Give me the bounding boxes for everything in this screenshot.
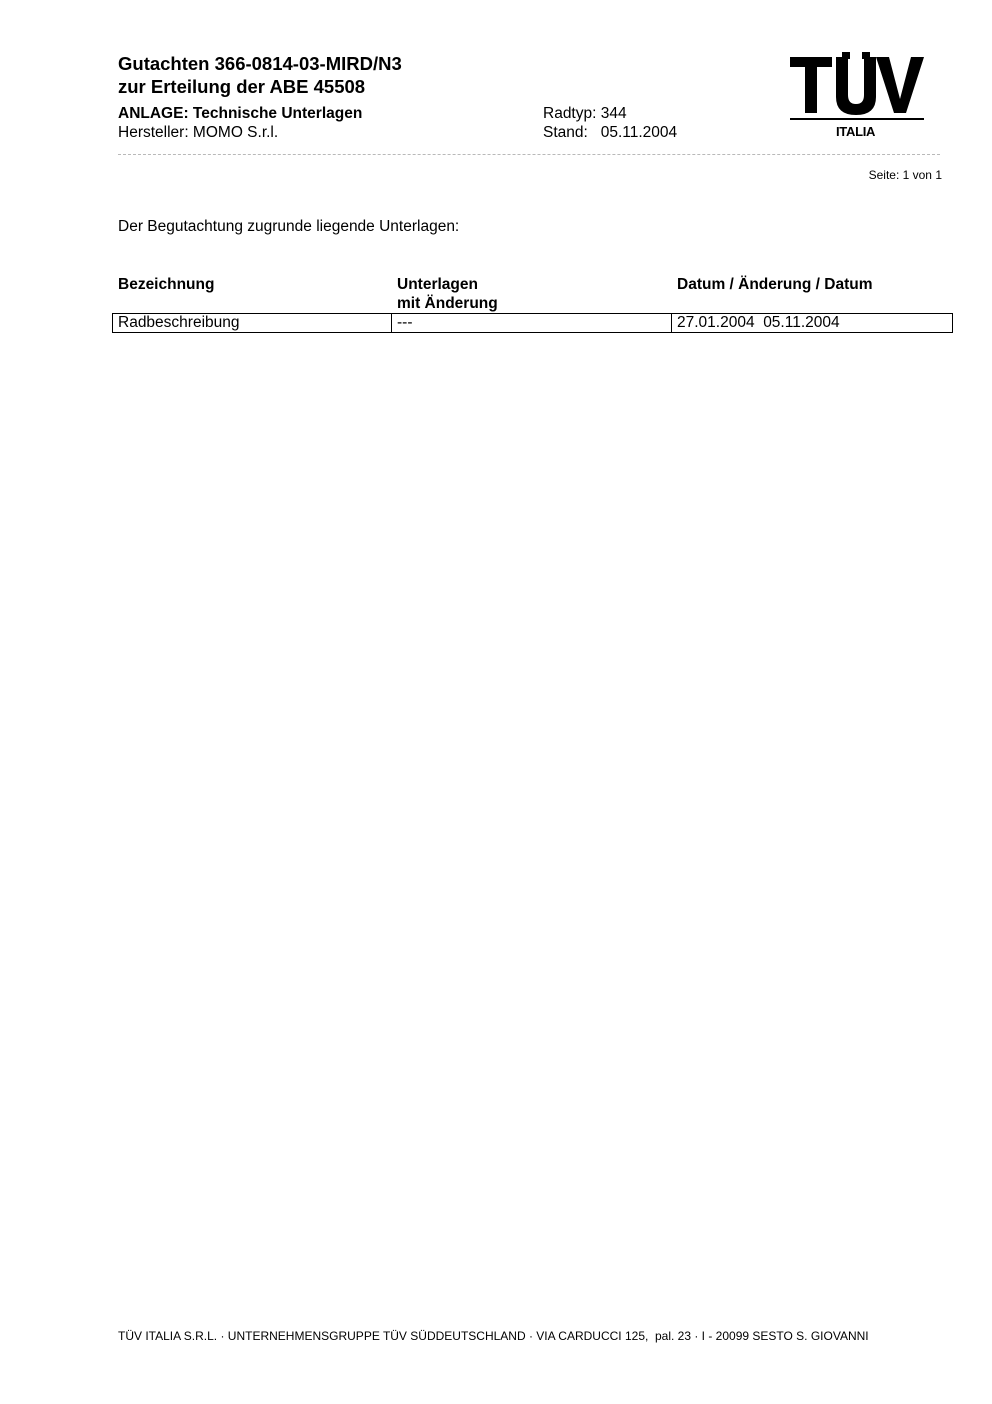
report-subtitle: zur Erteilung der ABE 45508 [118, 76, 366, 97]
hersteller-label: Hersteller: MOMO S.r.l. [118, 124, 279, 141]
header-line: mit Änderung [397, 295, 498, 312]
table-cell-unterlagen: --- [392, 314, 672, 333]
header-line: Unterlagen [397, 276, 478, 293]
header-separator [118, 154, 940, 155]
stand-label: Stand: 05.11.2004 [543, 124, 678, 141]
logo-italia-text: ITALIA [836, 124, 876, 139]
page-number: Seite: 1 von 1 [868, 168, 942, 182]
tuv-logo [788, 52, 926, 142]
table-cell-bezeichnung: Radbeschreibung [113, 314, 392, 333]
report-title: Gutachten 366-0814-03-MIRD/N3 [118, 53, 402, 74]
table-cell-datum: 27.01.2004 05.11.2004 [672, 314, 953, 333]
documents-table [112, 313, 953, 333]
table-header-unterlagen [397, 275, 498, 313]
footer-address: TÜV ITALIA S.R.L. · UNTERNEHMENSGRUPPE TÜV SÜDDEUTSCHLAND · VIA CARDUCCI 125, pal. 23 · I - 20099 SESTO S. GIOVANNI [118, 1329, 869, 1343]
radtyp-label: Radtyp: 344 [543, 105, 627, 122]
header-line: Bezeichnung [118, 276, 215, 293]
table-header-datum [677, 275, 872, 294]
intro-text: Der Begutachtung zugrunde liegende Unterlagen: [118, 218, 460, 235]
table-header-bezeichnung [118, 275, 214, 294]
table-row [113, 314, 953, 333]
anlage-label: ANLAGE: Technische Unterlagen [118, 105, 363, 122]
header-line: Datum / Änderung / Datum [677, 276, 873, 293]
